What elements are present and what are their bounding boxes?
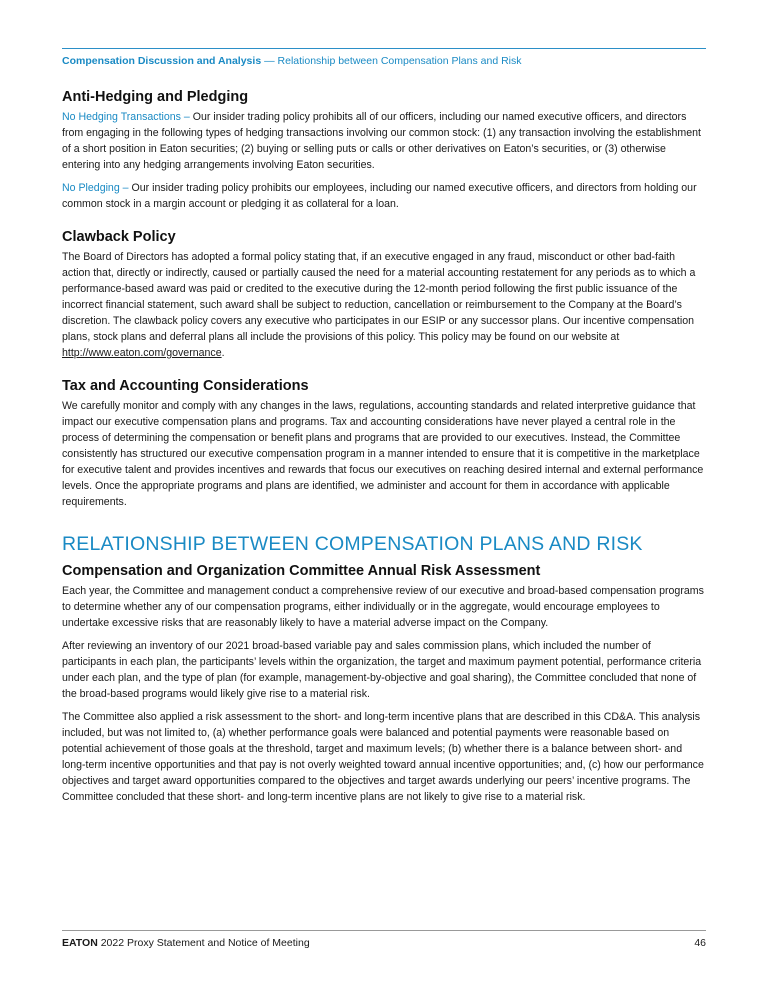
governance-link[interactable]: http://www.eaton.com/governance xyxy=(62,347,222,359)
clawback-end: . xyxy=(221,347,225,359)
risk-paragraph-2: After reviewing an inventory of our 2021 broad-based variable pay and sales commission plans, which included the number of participants in each plan, the participants’ levels within the organization, the target and maximum payment potential, performance criteria under each plan, and the type of plan (for example, management-by-objective and goal sharing), the Committee concluded that none of the broad-based programs would likely give rise to a material risk. xyxy=(62,640,702,700)
page-footer xyxy=(62,937,706,949)
footer-brand: EATON xyxy=(62,937,98,949)
footer-rule xyxy=(62,930,706,931)
main-content xyxy=(62,88,706,812)
no-pledging-paragraph xyxy=(62,180,706,212)
header-subsection: Relationship between Compensation Plans and Risk xyxy=(277,55,522,67)
anti-hedging-section xyxy=(62,88,706,212)
risk-assessment-title: Compensation and Organization Committee Annual Risk Assessment xyxy=(62,563,541,579)
relationship-heading: RELATIONSHIP BETWEEN COMPENSATION PLANS AND RISK xyxy=(62,533,643,555)
tax-section xyxy=(62,377,706,510)
risk-paragraph-1: Each year, the Committee and management conduct a comprehensive review of our executive and broad-based compensation programs to determine whether any of our compensation programs, either individually or in the aggregate, would encourage employees to undertake excessive risks that are reasonably likely to have a material adverse impact on the Company. xyxy=(62,585,704,629)
running-header xyxy=(62,55,522,67)
footer-title: 2022 Proxy Statement and Notice of Meeting xyxy=(97,937,310,949)
no-hedging-lead: No Hedging Transactions – xyxy=(62,111,193,123)
clawback-section xyxy=(62,228,706,361)
clawback-paragraph xyxy=(62,249,706,361)
anti-hedging-title: Anti-Hedging and Pledging xyxy=(62,89,249,105)
no-pledging-text: Our insider trading policy prohibits our employees, including our named executive officers, and directors from holding our common stock in a margin account or pledging it as collateral for a loan. xyxy=(62,182,697,210)
page-number: 46 xyxy=(694,937,706,949)
clawback-text: The Board of Directors has adopted a formal policy stating that, if an executive engaged in any fraud, misconduct or other bad-faith action that, directly or indirectly, caused or partially caused the need for a material accounting restatement for any periods as to which a performance-based award was paid or credited to the executive during the 12-month period following the first public issuance of the incorrect financial statement, such award shall be subject to reduction, cancellation or reimbursement to the Company at the Board’s discretion. The clawback policy covers any executive who participates in our ESIP or any successor plans. Our incentive compensation plans, stock plans and deferral plans all include the provisions of this policy. This policy may be found on our website at xyxy=(62,251,696,343)
risk-paragraph-3: The Committee also applied a risk assessment to the short- and long-term incentive plans that are described in this CD&A. This analysis included, but was not limited to, (a) whether performance goals were balanced and potential payments were reasonable based on potential achievement of those goals at the threshold, target and maximum levels; (b) whether there is a balance between short- and long-term incentive opportunities and that pay is not overly weighted toward annual incentive opportunities; and, (c) how our performance objectives and target award opportunities compared to the objectives and target awards underlying our peers’ incentive programs. The Committee concluded that these short- and long-term incentive plans are not likely to give rise to a material risk. xyxy=(62,711,704,803)
tax-title: Tax and Accounting Considerations xyxy=(62,378,309,394)
header-section: Compensation Discussion and Analysis xyxy=(62,55,262,67)
clawback-title: Clawback Policy xyxy=(62,229,176,245)
no-hedging-text: Our insider trading policy prohibits all of our officers, including our named executive officers, and directors from engaging in the following types of hedging transactions involving our common stock: (1) any transaction involving the establishment of a short position in Eaton securities; (2) buying or selling puts or calls or other derivatives on Eaton’s securities, or (3) otherwise entering into any hedging arrangements involving Eaton securities. xyxy=(62,111,701,171)
header-rule xyxy=(62,48,706,49)
header-separator: — xyxy=(261,55,278,67)
document-page xyxy=(62,0,706,993)
no-hedging-paragraph xyxy=(62,109,706,173)
tax-paragraph: We carefully monitor and comply with any changes in the laws, regulations, accounting standards and related interpretive guidance that impact our executive compensation plans and programs. Tax and accounting considerations have never played a central role in the process of determining the compensation or benefit plans and programs that are provided to our executives. Instead, the Committee consistently has structured our executive compensation program in a manner intended to ensure that it is competitive in the marketplace for executive talent and provides incentives and rewards that focus our executives on reaching desired internal and external performance levels. Once the appropriate programs and plans are identified, we administer and account for them in accordance with applicable requirements. xyxy=(62,400,704,508)
no-pledging-lead: No Pledging – xyxy=(62,182,132,194)
